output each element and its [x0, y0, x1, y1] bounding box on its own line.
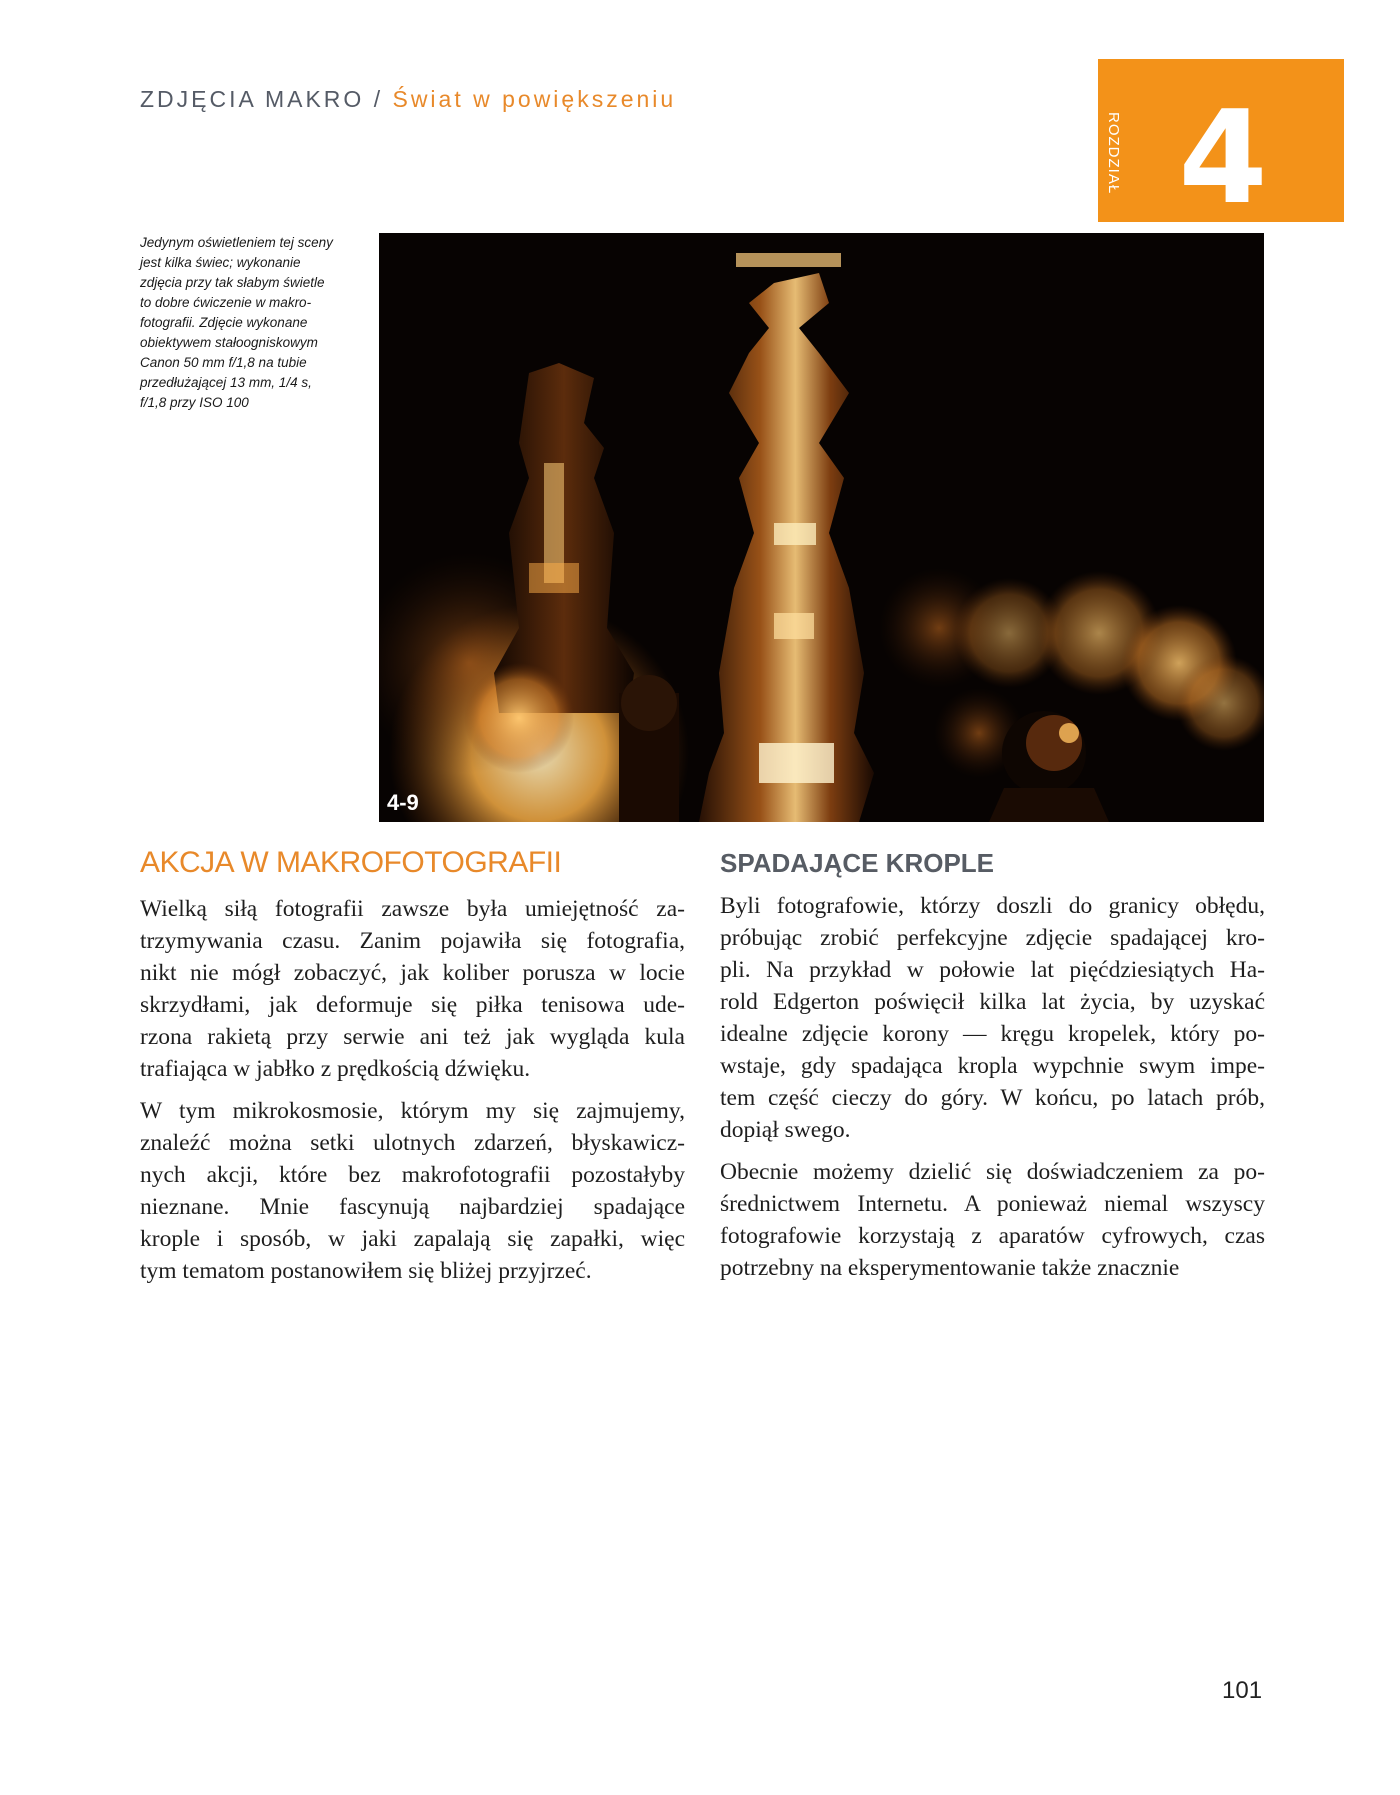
text-line: fotografowie korzystają z aparatów cyfrowych, czas [720, 1223, 1265, 1249]
chapter-tab-label: ROZDZIAŁ [1105, 112, 1122, 195]
paragraph [720, 890, 1265, 1146]
caption-line: jest kilka świec; wykonanie [140, 255, 301, 270]
page-number: 101 [1222, 1677, 1263, 1704]
caption-line: obiektywem stałoogniskowym [140, 335, 318, 350]
header-separator: / [364, 86, 393, 112]
text-line: pli. Na przykład w połowie lat pięćdziesiątych Ha- [720, 957, 1265, 983]
text-line: znaleźć można setki ulotnych zdarzeń, błyskawicz- [140, 1130, 685, 1156]
paragraph [140, 893, 685, 1085]
text-line: idealne zdjęcie korony — kręgu kropelek, który po- [720, 1021, 1265, 1047]
text-line: nikt nie mógł zobaczyć, jak koliber porusza w locie [140, 960, 685, 986]
right-column-body [720, 890, 1265, 1294]
text-line: W tym mikrokosmosie, którym my się zajmujemy, [140, 1098, 685, 1124]
caption-line: Jedynym oświetleniem tej sceny [140, 235, 333, 250]
text-line: rold Edgerton poświęcił kilka lat życia, by uzyskać [720, 989, 1265, 1015]
text-line: średnictwem Internetu. A ponieważ niemal wszyscy [720, 1191, 1265, 1217]
paragraph [720, 1156, 1265, 1284]
text-line: potrzebny na eksperymentowanie także znacznie [720, 1255, 1180, 1281]
chess-candlelight-photo [379, 233, 1264, 822]
text-line: Obecnie możemy dzielić się doświadczeniem za po- [720, 1159, 1265, 1185]
caption-line: Canon 50 mm f/1,8 na tubie [140, 355, 307, 370]
figure-caption [140, 233, 365, 413]
paragraph [140, 1095, 685, 1287]
running-header [140, 86, 676, 113]
section-heading-action: AKCJA W MAKROFOTOGRAFII [140, 846, 562, 879]
text-line: nieznane. Mnie fascynują najbardziej spadające [140, 1194, 685, 1220]
text-line: trzymywania czasu. Zanim pojawiła się fotografia, [140, 928, 685, 954]
text-line: Byli fotografowie, którzy doszli do granicy obłędu, [720, 893, 1265, 919]
section-heading-drops: SPADAJĄCE KROPLE [720, 848, 995, 878]
text-line: wstaje, gdy spadająca kropla wypchnie swym impe- [720, 1053, 1265, 1079]
left-column-body [140, 893, 685, 1297]
chapter-title: Świat w powiększeniu [392, 86, 677, 112]
text-line: nych akcji, które bez makrofotografii pozostałyby [140, 1162, 685, 1188]
text-line: tem część cieczy do góry. W końcu, po latach prób, [720, 1085, 1265, 1111]
text-line: tym tematom postanowiłem się bliżej przyjrzeć. [140, 1258, 592, 1284]
book-title: ZDJĘCIA MAKRO [140, 86, 365, 112]
text-line: skrzydłami, jak deformuje się piłka tenisowa ude- [140, 992, 685, 1018]
text-line: krople i sposób, w jaki zapalają się zapałki, więc [140, 1226, 685, 1252]
photo-illustration [379, 233, 1264, 822]
text-line: trafiająca w jabłko z prędkością dźwięku. [140, 1056, 531, 1082]
text-line: dopiął swego. [720, 1117, 851, 1143]
text-line: rzona rakietą przy serwie ani też jak wygląda kula [140, 1024, 685, 1050]
caption-line: przedłużającej 13 mm, 1/4 s, [140, 375, 312, 390]
chapter-number: 4 [1178, 84, 1268, 233]
caption-line: fotografii. Zdjęcie wykonane [140, 315, 308, 330]
figure-label: 4-9 [387, 790, 419, 815]
caption-line: to dobre ćwiczenie w makro- [140, 295, 312, 310]
caption-line: f/1,8 przy ISO 100 [140, 395, 249, 410]
text-line: Wielką siłą fotografii zawsze była umiejętność za- [140, 896, 685, 922]
text-line: próbując zrobić perfekcyjne zdjęcie spadającej kro- [720, 925, 1265, 951]
caption-line: zdjęcia przy tak słabym świetle [140, 275, 325, 290]
